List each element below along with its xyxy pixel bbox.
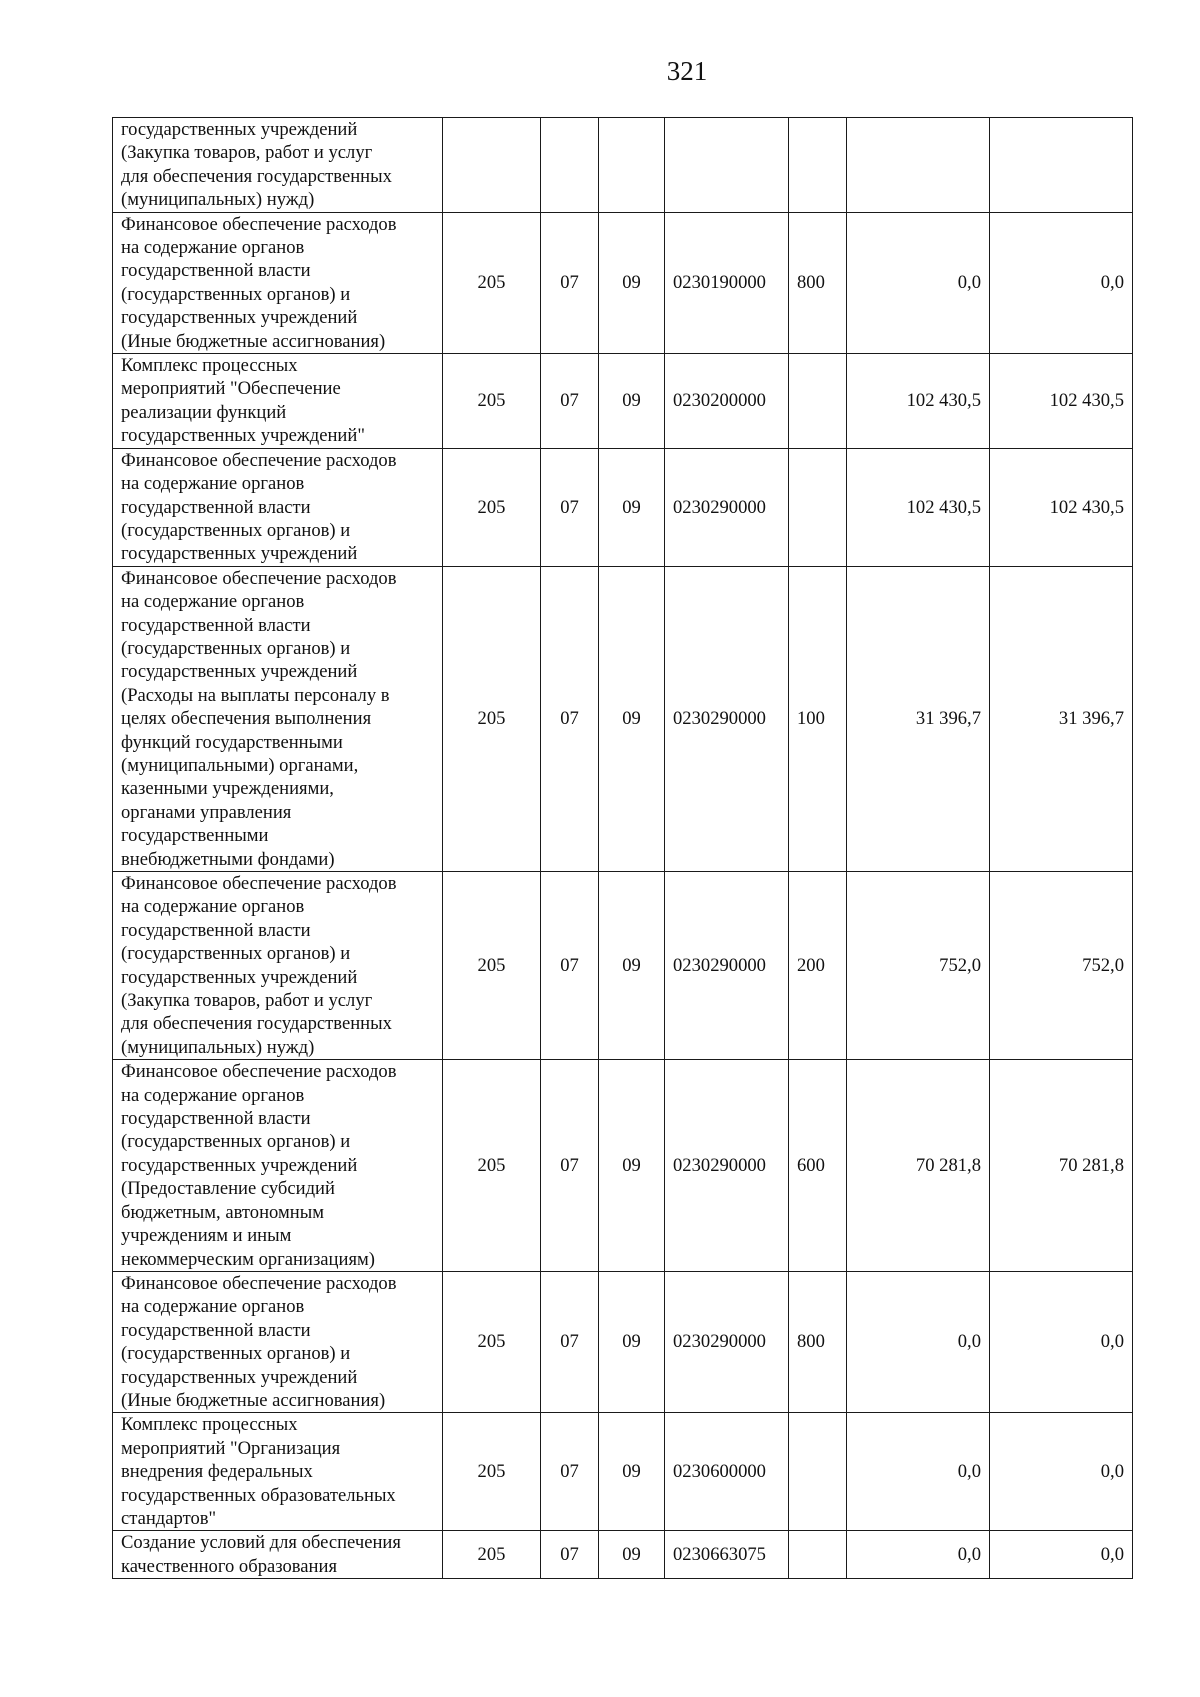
amount-year-1-cell: 0,0 <box>847 212 990 353</box>
description-line: казенными учреждениями, <box>121 778 334 800</box>
description-line: (Расходы на выплаты персоналу в <box>121 684 390 706</box>
amount-year-1-cell: 102 430,5 <box>847 448 990 566</box>
amount-year-2-cell: 102 430,5 <box>990 354 1133 449</box>
description-cell <box>113 872 443 1060</box>
subsection-code-cell: 09 <box>599 354 665 449</box>
description-cell <box>113 448 443 566</box>
target-article-cell: 0230290000 <box>665 448 789 566</box>
ministry-code-cell: 205 <box>443 212 541 353</box>
budget-table <box>112 117 1133 1579</box>
description-line: государственными <box>121 825 269 847</box>
description-line: на содержание органов <box>121 237 305 259</box>
description-cell <box>113 1531 443 1579</box>
subsection-code-cell: 09 <box>599 872 665 1060</box>
description-line: стандартов" <box>121 1507 217 1529</box>
subsection-code-cell: 09 <box>599 566 665 871</box>
description-line: для обеспечения государственных <box>121 1013 392 1035</box>
amount-year-2-cell: 31 396,7 <box>990 566 1133 871</box>
description-line: государственных учреждений <box>121 307 358 329</box>
expense-type-cell: 600 <box>789 1060 847 1272</box>
target-article-cell: 0230290000 <box>665 872 789 1060</box>
target-article-cell <box>665 118 789 213</box>
description-line: (муниципальных) нужд) <box>121 1036 315 1058</box>
amount-year-1-cell: 0,0 <box>847 1531 990 1579</box>
amount-year-1-cell: 752,0 <box>847 872 990 1060</box>
description-cell <box>113 354 443 449</box>
description-line: государственных образовательных <box>121 1484 396 1506</box>
description-line: (Предоставление субсидий <box>121 1178 335 1200</box>
description-line: на содержание органов <box>121 1296 305 1318</box>
description-cell <box>113 1413 443 1531</box>
description-line: внебюджетными фондами) <box>121 848 335 870</box>
table-row <box>113 1271 1133 1412</box>
table-row <box>113 872 1133 1060</box>
section-code-cell: 07 <box>541 1271 599 1412</box>
amount-year-2-cell: 0,0 <box>990 212 1133 353</box>
expense-type-cell: 800 <box>789 212 847 353</box>
section-code-cell: 07 <box>541 1060 599 1272</box>
target-article-cell: 0230190000 <box>665 212 789 353</box>
amount-year-1-cell <box>847 118 990 213</box>
description-line: бюджетным, автономным <box>121 1201 324 1223</box>
description-line: государственной власти <box>121 614 311 636</box>
description-line: (Закупка товаров, работ и услуг <box>121 142 373 164</box>
description-cell <box>113 212 443 353</box>
description-line: государственных учреждений <box>121 1366 358 1388</box>
description-line: государственных учреждений <box>121 661 358 683</box>
amount-year-2-cell: 0,0 <box>990 1413 1133 1531</box>
amount-year-1-cell: 0,0 <box>847 1413 990 1531</box>
description-line: государственных учреждений <box>121 543 358 565</box>
description-line: (государственных органов) и <box>121 637 351 659</box>
description-line: на содержание органов <box>121 473 305 495</box>
description-line: Финансовое обеспечение расходов <box>121 567 397 589</box>
table-row <box>113 448 1133 566</box>
description-line: функций государственными <box>121 731 343 753</box>
description-line: (Иные бюджетные ассигнования) <box>121 330 386 352</box>
section-code-cell: 07 <box>541 566 599 871</box>
description-line: целях обеспечения выполнения <box>121 708 372 730</box>
description-line: учреждениям и иным <box>121 1225 292 1247</box>
description-line: органами управления <box>121 801 292 823</box>
description-line: (государственных органов) и <box>121 283 351 305</box>
amount-year-1-cell: 0,0 <box>847 1271 990 1412</box>
ministry-code-cell: 205 <box>443 1413 541 1531</box>
target-article-cell: 0230290000 <box>665 1060 789 1272</box>
description-line: качественного образования <box>121 1555 338 1577</box>
description-line: Финансовое обеспечение расходов <box>121 1272 397 1294</box>
table-row <box>113 212 1133 353</box>
description-line: Финансовое обеспечение расходов <box>121 1061 397 1083</box>
expense-type-cell: 800 <box>789 1271 847 1412</box>
description-cell <box>113 1060 443 1272</box>
expense-type-cell <box>789 448 847 566</box>
ministry-code-cell: 205 <box>443 448 541 566</box>
description-line: государственных учреждений <box>121 966 358 988</box>
target-article-cell: 0230290000 <box>665 566 789 871</box>
description-line: государственной власти <box>121 1319 311 1341</box>
target-article-cell: 0230200000 <box>665 354 789 449</box>
amount-year-2-cell: 752,0 <box>990 872 1133 1060</box>
subsection-code-cell: 09 <box>599 1413 665 1531</box>
description-line: государственных учреждений <box>121 119 358 140</box>
description-line: (муниципальных) нужд) <box>121 189 315 211</box>
amount-year-1-cell: 70 281,8 <box>847 1060 990 1272</box>
description-line: (муниципальными) органами, <box>121 754 359 776</box>
target-article-cell: 0230663075 <box>665 1531 789 1579</box>
target-article-cell: 0230600000 <box>665 1413 789 1531</box>
description-line: Финансовое обеспечение расходов <box>121 873 397 894</box>
amount-year-2-cell: 0,0 <box>990 1271 1133 1412</box>
description-line: государственных учреждений <box>121 1154 358 1176</box>
description-line: государственной власти <box>121 919 311 941</box>
subsection-code-cell: 09 <box>599 212 665 353</box>
amount-year-1-cell: 31 396,7 <box>847 566 990 871</box>
subsection-code-cell: 09 <box>599 1060 665 1272</box>
ministry-code-cell: 205 <box>443 1531 541 1579</box>
section-code-cell: 07 <box>541 448 599 566</box>
description-line: Финансовое обеспечение расходов <box>121 213 397 235</box>
expense-type-cell <box>789 354 847 449</box>
description-line: государственных учреждений" <box>121 425 365 447</box>
table-row <box>113 1060 1133 1272</box>
section-code-cell: 07 <box>541 1413 599 1531</box>
ministry-code-cell: 205 <box>443 566 541 871</box>
description-line: мероприятий "Организация <box>121 1437 341 1459</box>
description-line: государственной власти <box>121 1108 311 1130</box>
table-row <box>113 1413 1133 1531</box>
description-line: (государственных органов) и <box>121 519 351 541</box>
page-number: 321 <box>666 56 708 86</box>
description-line: (Закупка товаров, работ и услуг <box>121 990 373 1012</box>
expense-type-cell: 200 <box>789 872 847 1060</box>
description-cell <box>113 1271 443 1412</box>
description-line: реализации функций <box>121 401 287 423</box>
table-row <box>113 1531 1133 1579</box>
description-line: Комплекс процессных <box>121 1414 298 1436</box>
description-line: внедрения федеральных <box>121 1461 313 1483</box>
expense-type-cell <box>789 118 847 213</box>
amount-year-2-cell: 0,0 <box>990 1531 1133 1579</box>
description-line: Создание условий для обеспечения <box>121 1532 401 1554</box>
subsection-code-cell: 09 <box>599 1271 665 1412</box>
ministry-code-cell <box>443 118 541 213</box>
description-line: государственной власти <box>121 260 311 282</box>
description-line: Комплекс процессных <box>121 355 298 377</box>
subsection-code-cell: 09 <box>599 448 665 566</box>
description-line: для обеспечения государственных <box>121 165 392 187</box>
amount-year-2-cell <box>990 118 1133 213</box>
description-cell <box>113 566 443 871</box>
ministry-code-cell: 205 <box>443 1060 541 1272</box>
subsection-code-cell: 09 <box>599 1531 665 1579</box>
section-code-cell: 07 <box>541 354 599 449</box>
amount-year-2-cell: 102 430,5 <box>990 448 1133 566</box>
expense-type-cell <box>789 1413 847 1531</box>
description-line: государственной власти <box>121 496 311 518</box>
amount-year-2-cell: 70 281,8 <box>990 1060 1133 1272</box>
description-line: Финансовое обеспечение расходов <box>121 449 397 471</box>
amount-year-1-cell: 102 430,5 <box>847 354 990 449</box>
description-line: на содержание органов <box>121 591 305 613</box>
description-line: на содержание органов <box>121 896 305 918</box>
description-line: на содержание органов <box>121 1084 305 1106</box>
description-line: мероприятий "Обеспечение <box>121 378 341 400</box>
description-line: (Иные бюджетные ассигнования) <box>121 1389 386 1411</box>
description-line: некоммерческим организациям) <box>121 1248 375 1270</box>
description-line: (государственных органов) и <box>121 943 351 965</box>
expense-type-cell <box>789 1531 847 1579</box>
section-code-cell: 07 <box>541 872 599 1060</box>
ministry-code-cell: 205 <box>443 354 541 449</box>
description-line: (государственных органов) и <box>121 1343 351 1365</box>
ministry-code-cell: 205 <box>443 1271 541 1412</box>
section-code-cell: 07 <box>541 1531 599 1579</box>
expense-type-cell: 100 <box>789 566 847 871</box>
table-row <box>113 118 1133 213</box>
ministry-code-cell: 205 <box>443 872 541 1060</box>
section-code-cell: 07 <box>541 212 599 353</box>
table-row <box>113 354 1133 449</box>
subsection-code-cell <box>599 118 665 213</box>
description-line: (государственных органов) и <box>121 1131 351 1153</box>
section-code-cell <box>541 118 599 213</box>
target-article-cell: 0230290000 <box>665 1271 789 1412</box>
table-row <box>113 566 1133 871</box>
description-cell <box>113 118 443 213</box>
